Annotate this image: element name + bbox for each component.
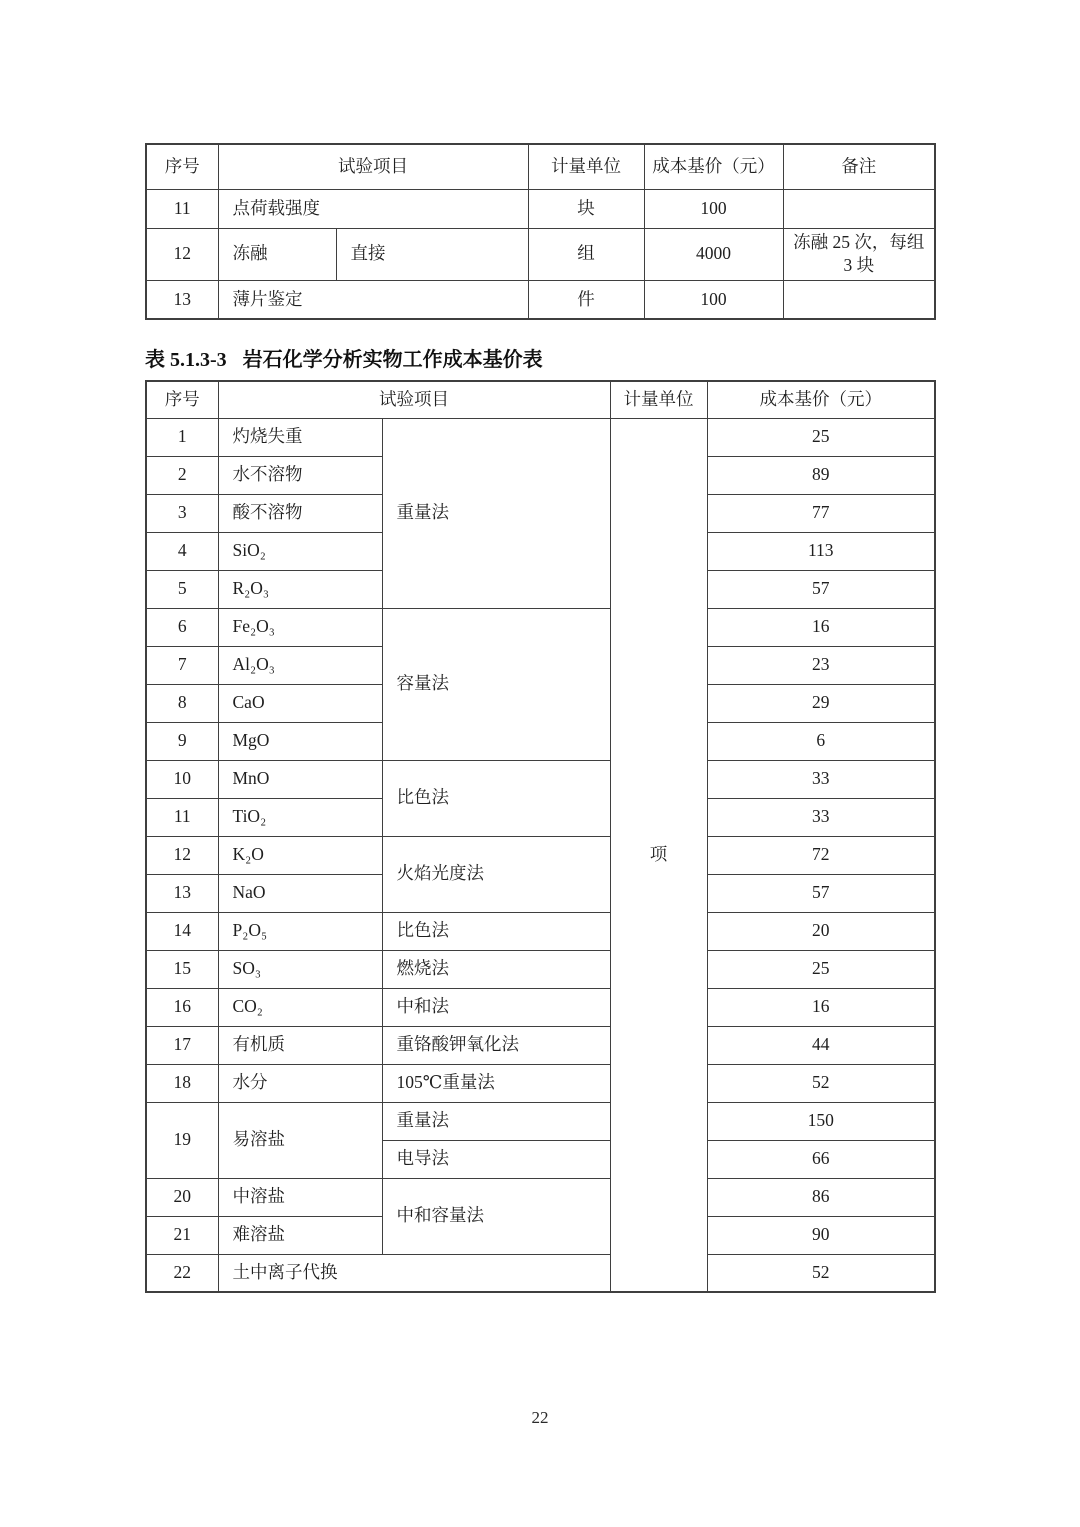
table-title: [145, 343, 935, 372]
cell-no: 15: [146, 950, 218, 988]
cell-item: Fe₂O₃: [218, 608, 382, 646]
table-row: [146, 280, 935, 319]
cell-item: MgO: [218, 722, 382, 760]
table-row: [146, 1178, 935, 1216]
rock-test-cost-table: [145, 143, 936, 320]
cell-method: 中和法: [382, 988, 610, 1026]
cell-method: 火焰光度法: [382, 836, 610, 912]
cell-method: 电导法: [382, 1140, 610, 1178]
cell-item: 水不溶物: [218, 456, 382, 494]
cell-item: MnO: [218, 760, 382, 798]
cell-no: 1: [146, 418, 218, 456]
header-no: 序号: [146, 381, 218, 418]
cell-no: 18: [146, 1064, 218, 1102]
cell-no: 2: [146, 456, 218, 494]
cell-price: 57: [707, 874, 935, 912]
cell-item: TiO₂: [218, 798, 382, 836]
cell-no: 8: [146, 684, 218, 722]
cell-item-sub: 直接: [336, 228, 528, 280]
cell-note: 冻融 25 次，每组 3 块: [783, 228, 935, 280]
cell-no: 11: [146, 189, 218, 228]
cell-method: 燃烧法: [382, 950, 610, 988]
cell-no: 7: [146, 646, 218, 684]
cell-item: 酸不溶物: [218, 494, 382, 532]
cell-item: K₂O: [218, 836, 382, 874]
cell-no: 4: [146, 532, 218, 570]
cell-method: 重铬酸钾氧化法: [382, 1026, 610, 1064]
cell-no: 13: [146, 874, 218, 912]
cell-price: 25: [707, 950, 935, 988]
cell-method: 重量法: [382, 1102, 610, 1140]
cell-item: P₂O₅: [218, 912, 382, 950]
cell-unit: 组: [528, 228, 644, 280]
cell-price: 16: [707, 988, 935, 1026]
cell-method: 105℃重量法: [382, 1064, 610, 1102]
table-row: [146, 950, 935, 988]
cell-no: 10: [146, 760, 218, 798]
cell-item: 中溶盐: [218, 1178, 382, 1216]
table-row: [146, 1064, 935, 1102]
cell-price: 86: [707, 1178, 935, 1216]
rock-chemical-analysis-cost-table: [145, 380, 936, 1293]
cell-method: 中和容量法: [382, 1178, 610, 1254]
cell-price: 90: [707, 1216, 935, 1254]
cell-price: 72: [707, 836, 935, 874]
cell-no: 22: [146, 1254, 218, 1292]
cell-item: 难溶盐: [218, 1216, 382, 1254]
cell-item: R₂O₃: [218, 570, 382, 608]
cell-item: 易溶盐: [218, 1102, 382, 1178]
cell-method: 比色法: [382, 760, 610, 836]
header-price: 成本基价（元）: [644, 144, 783, 189]
cell-no: 11: [146, 798, 218, 836]
cell-item: 水分: [218, 1064, 382, 1102]
cell-price: 100: [644, 189, 783, 228]
cell-no: 12: [146, 228, 218, 280]
cell-price: 33: [707, 798, 935, 836]
page-number: 22: [531, 1408, 549, 1427]
cell-price: 100: [644, 280, 783, 319]
cell-price: 57: [707, 570, 935, 608]
cell-item: CO₂: [218, 988, 382, 1026]
header-item: 试验项目: [218, 144, 528, 189]
table-row: [146, 228, 935, 280]
cell-no: 12: [146, 836, 218, 874]
cell-item: 点荷载强度: [218, 189, 528, 228]
header-unit: 计量单位: [610, 381, 707, 418]
cell-item: 冻融: [218, 228, 336, 280]
cell-method: 重量法: [382, 418, 610, 608]
cell-no: 17: [146, 1026, 218, 1064]
cell-price: 113: [707, 532, 935, 570]
table-header-row: [146, 144, 935, 189]
cell-price: 52: [707, 1064, 935, 1102]
cell-price: 23: [707, 646, 935, 684]
cell-item: 土中离子代换: [218, 1254, 610, 1292]
table-row: [146, 608, 935, 646]
cell-price: 33: [707, 760, 935, 798]
table-row: [146, 836, 935, 874]
cell-price: 66: [707, 1140, 935, 1178]
cell-item: 灼烧失重: [218, 418, 382, 456]
cell-item: 薄片鉴定: [218, 280, 528, 319]
cell-price: 89: [707, 456, 935, 494]
cell-unit: 块: [528, 189, 644, 228]
cell-no: 19: [146, 1102, 218, 1178]
cell-item: CaO: [218, 684, 382, 722]
cell-price: 25: [707, 418, 935, 456]
table-row: [146, 189, 935, 228]
table-row: [146, 418, 935, 456]
table-row: [146, 760, 935, 798]
cell-item: Al₂O₃: [218, 646, 382, 684]
cell-price: 16: [707, 608, 935, 646]
cell-item: 有机质: [218, 1026, 382, 1064]
document-page: [145, 0, 935, 1293]
header-item: 试验项目: [218, 381, 610, 418]
cell-no: 14: [146, 912, 218, 950]
table-row: [146, 988, 935, 1026]
header-note: 备注: [783, 144, 935, 189]
cell-price: 77: [707, 494, 935, 532]
table-title-text: 岩石化学分析实物工作成本基价表: [242, 349, 543, 372]
cell-note: [783, 189, 935, 228]
cell-price: 20: [707, 912, 935, 950]
cell-note: [783, 280, 935, 319]
cell-unit: 项: [610, 418, 707, 1292]
header-unit: 计量单位: [528, 144, 644, 189]
cell-item: SO₃: [218, 950, 382, 988]
cell-no: 9: [146, 722, 218, 760]
header-no: 序号: [146, 144, 218, 189]
table-row: [146, 1254, 935, 1292]
cell-method: 容量法: [382, 608, 610, 760]
cell-no: 5: [146, 570, 218, 608]
table-row: [146, 1026, 935, 1064]
cell-no: 21: [146, 1216, 218, 1254]
cell-item: SiO₂: [218, 532, 382, 570]
table-title-label: 表 5.1.3-3: [145, 349, 227, 372]
table-header-row: [146, 381, 935, 418]
cell-no: 20: [146, 1178, 218, 1216]
cell-unit: 件: [528, 280, 644, 319]
cell-no: 6: [146, 608, 218, 646]
cell-no: 13: [146, 280, 218, 319]
cell-price: 150: [707, 1102, 935, 1140]
cell-price: 4000: [644, 228, 783, 280]
cell-price: 29: [707, 684, 935, 722]
table-row: [146, 912, 935, 950]
cell-no: 16: [146, 988, 218, 1026]
header-price: 成本基价（元）: [707, 381, 935, 418]
cell-price: 52: [707, 1254, 935, 1292]
cell-item: NaO: [218, 874, 382, 912]
cell-price: 6: [707, 722, 935, 760]
cell-no: 3: [146, 494, 218, 532]
cell-price: 44: [707, 1026, 935, 1064]
table-row: [146, 1102, 935, 1140]
cell-method: 比色法: [382, 912, 610, 950]
